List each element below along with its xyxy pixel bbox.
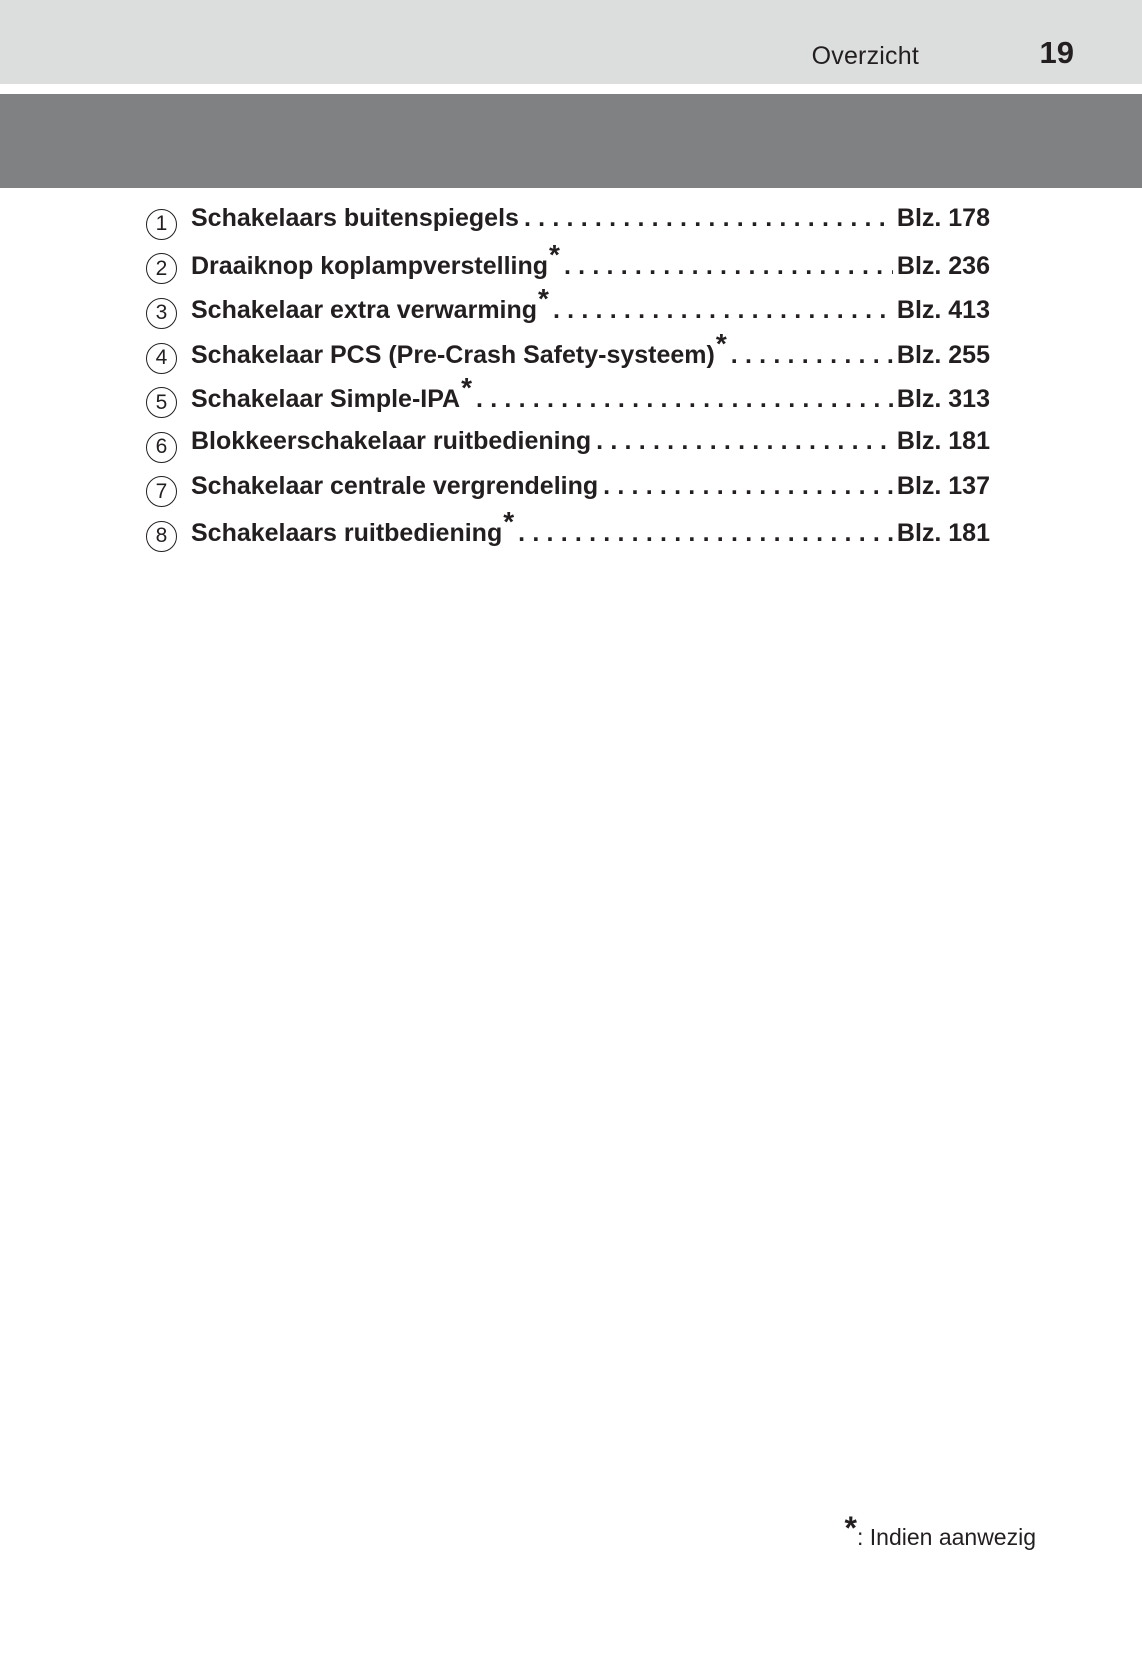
section-title: Overzicht bbox=[811, 42, 919, 70]
item-label: Schakelaars buitenspiegels bbox=[191, 204, 519, 232]
item-label: Draaiknop koplampverstelling bbox=[191, 251, 549, 280]
footnote-asterisk: * bbox=[844, 1510, 857, 1546]
item-number-circle: 1 bbox=[146, 209, 177, 240]
item-label: Blokkeerschakelaar ruitbediening bbox=[191, 426, 592, 455]
toc-item[interactable] bbox=[146, 327, 990, 383]
item-number-circle: 5 bbox=[146, 387, 177, 418]
item-label: Schakelaars ruitbediening bbox=[191, 519, 503, 548]
asterisk-mark: * bbox=[715, 327, 727, 359]
item-label: Schakelaar extra verwarming bbox=[191, 296, 538, 325]
page-reference[interactable]: Blz. 236 bbox=[896, 251, 990, 280]
toc-item[interactable] bbox=[146, 506, 990, 561]
page-reference[interactable]: Blz. 137 bbox=[896, 471, 990, 500]
dot-leader bbox=[518, 519, 893, 548]
item-number-circle: 6 bbox=[146, 432, 177, 463]
page-reference[interactable]: Blz. 181 bbox=[896, 426, 990, 455]
asterisk-mark: * bbox=[503, 506, 515, 538]
page-reference[interactable]: Blz. 413 bbox=[896, 296, 990, 325]
item-number-circle: 8 bbox=[146, 521, 177, 552]
dot-leader bbox=[524, 204, 893, 233]
header-bar bbox=[0, 0, 1142, 84]
dot-leader bbox=[553, 296, 893, 325]
dot-leader bbox=[603, 472, 893, 501]
page-reference[interactable]: Blz. 255 bbox=[896, 340, 990, 369]
footnote-text: : Indien aanwezig bbox=[856, 1524, 1036, 1550]
dot-leader bbox=[596, 427, 893, 456]
footnote bbox=[844, 1510, 1036, 1553]
toc-item[interactable] bbox=[146, 283, 990, 338]
toc-item[interactable] bbox=[146, 372, 990, 427]
asterisk-mark: * bbox=[549, 238, 560, 270]
dot-leader bbox=[564, 252, 893, 281]
page-reference[interactable]: Blz. 313 bbox=[896, 385, 990, 414]
dot-leader bbox=[476, 385, 893, 414]
item-label: Schakelaar PCS (Pre-Crash Safety-systeem) bbox=[191, 340, 715, 369]
item-number-circle: 3 bbox=[146, 298, 177, 329]
item-label: Schakelaar Simple-IPA bbox=[191, 385, 461, 414]
item-number-circle: 4 bbox=[146, 343, 177, 374]
toc-item[interactable] bbox=[146, 238, 990, 294]
asterisk-mark: * bbox=[538, 283, 549, 315]
item-number-circle: 2 bbox=[146, 253, 177, 284]
toc-item[interactable] bbox=[146, 472, 990, 517]
item-label: Schakelaar centrale vergrendeling bbox=[191, 471, 599, 500]
asterisk-mark: * bbox=[461, 372, 473, 404]
page-reference[interactable]: Blz. 178 bbox=[896, 204, 990, 232]
page-number: 19 bbox=[1039, 35, 1074, 70]
page-reference[interactable]: Blz. 181 bbox=[896, 519, 990, 548]
toc-item[interactable] bbox=[146, 427, 990, 472]
illustration-band bbox=[0, 94, 1142, 188]
dot-leader bbox=[731, 341, 893, 370]
toc-item[interactable] bbox=[146, 204, 990, 249]
item-number-circle: 7 bbox=[146, 476, 177, 507]
toc-list bbox=[146, 204, 990, 561]
